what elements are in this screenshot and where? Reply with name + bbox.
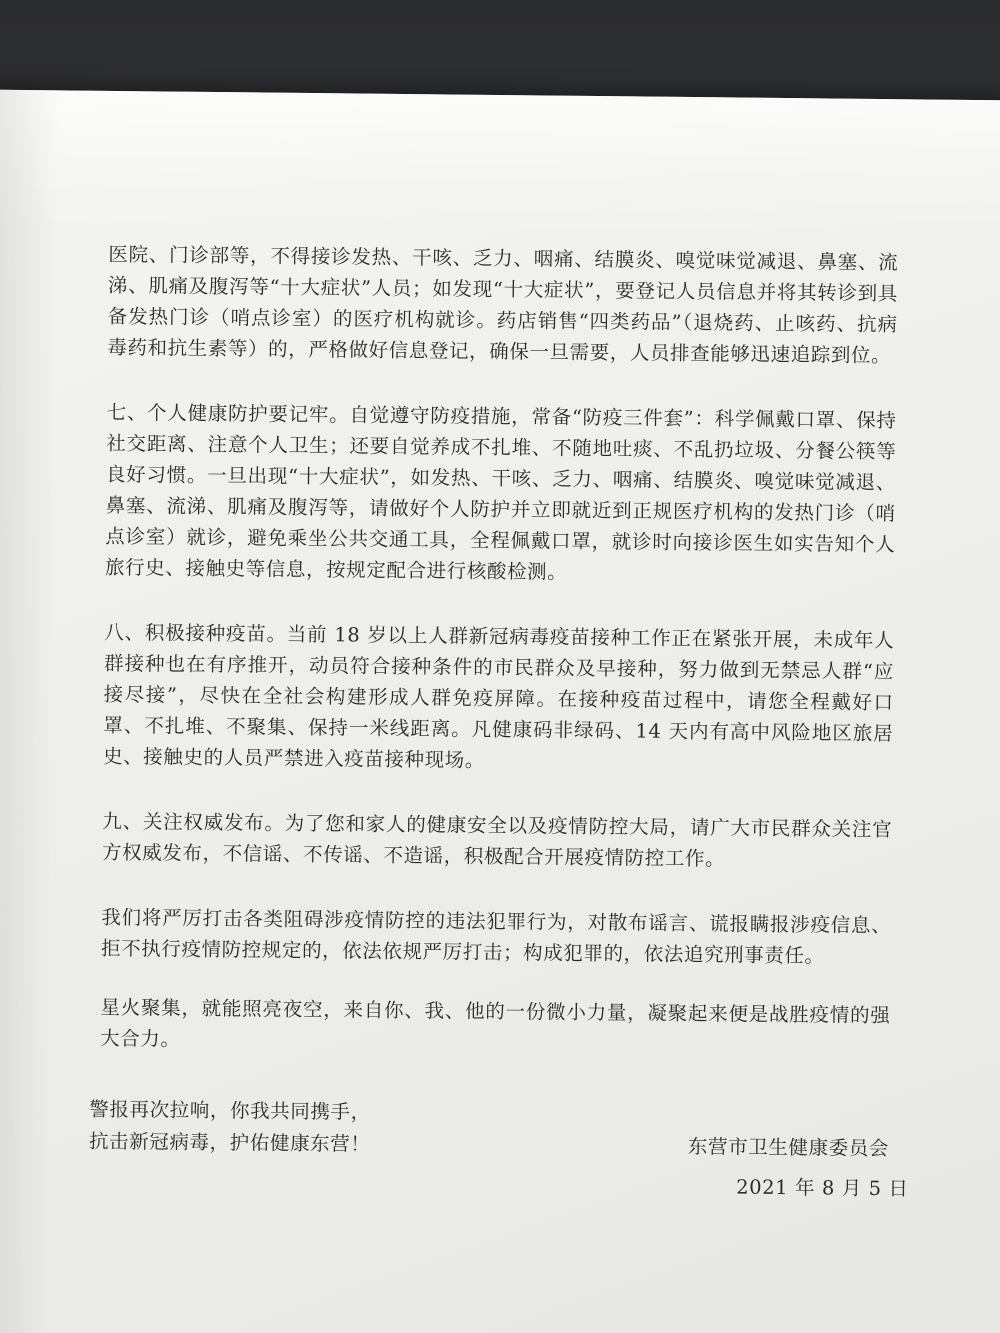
paper-sheet — [0, 90, 1000, 1333]
paragraph-closing: 星火聚集，就能照亮夜空，来自你、我、他的一份微小力量，凝聚起来便是战胜疫情的强大合力。 — [99, 995, 891, 1051]
paragraph-vaccination: 八、积极接种疫苗。当前 18 岁以上人群新冠病毒疫苗接种工作正在紧张开展，未成年人群接种也在有序推开，动员符合接种条件的市民群众及早接种，努力做到无禁忌人群“应接尽接”，尽快在全社会构建形成人群免疫屏障。在接种疫苗过程中，请您全程戴好口罩、不扎堆、不聚集、保持一米线距离。凡健康码非绿码、14 天内有高中风险地区旅居史、接触史的人员严禁进入疫苗接种现场。 — [102, 620, 895, 772]
signature-date: 2021 年 8 月 5 日 — [736, 1175, 909, 1201]
paragraph-clinic-rules: 医院、门诊部等，不得接诊发热、干咳、乏力、咽痛、结膜炎、嗅觉味觉减退、鼻塞、流涕、肌痛及腹泻等“十大症状”人员；如发现“十大症状”，要登记人员信息并将其转诊到具备发热门诊（哨点诊室）的医疗机构就诊。药店销售“四类药品”（退烧药、止咳药、抗病毒药和抗生素等）的，严格做好信息登记，确保一旦需要，人员排查能够迅速追踪到位。 — [107, 242, 899, 368]
slogan-line-1: 警报再次拉响，你我共同携手， — [89, 1097, 371, 1124]
paragraph-official-info: 九、关注权威发布。为了您和家人的健康安全以及疫情防控大局，请广大市民群众关注官方权威发布，不信谣、不传谣、不造谣，积极配合开展疫情防控工作。 — [101, 809, 893, 871]
document-body — [88, 239, 899, 1166]
signature-organization: 东营市卫生健康委员会 — [687, 1135, 890, 1161]
slogan-line-2: 抗击新冠病毒，护佑健康东营！ — [88, 1129, 371, 1156]
signature-block — [687, 1127, 909, 1209]
paragraph-crackdown: 我们将严厉打击各类阻碍涉疫情防控的违法犯罪行为，对散布谣言、谎报瞒报涉疫信息、拒不执行疫情防控规定的，依法依规严厉打击；构成犯罪的，依法追究刑事责任。 — [100, 905, 892, 968]
paragraph-personal-protection: 七、个人健康防护要记牢。自觉遵守防疫措施，常备“防疫三件套”：科学佩戴口罩、保持社交距离、注意个人卫生；还要自觉养成不扎堆、不随地吐痰、不乱扔垃圾、分餐公筷等良好习惯。一旦出现“十大症状”，如发热、干咳、乏力、咽痛、结膜炎、嗅觉味觉减退、鼻塞、流涕、肌痛及腹泻等，请做好个人防护并立即就近到正规医疗机构的发热门诊（哨点诊室）就诊，避免乘坐公共交通工具，全程佩戴口罩，就诊时向接诊医生如实告知个人旅行史、接触史等信息，按规定配合进行核酸检测。 — [104, 400, 897, 584]
paper-shadow — [0, 90, 60, 1333]
